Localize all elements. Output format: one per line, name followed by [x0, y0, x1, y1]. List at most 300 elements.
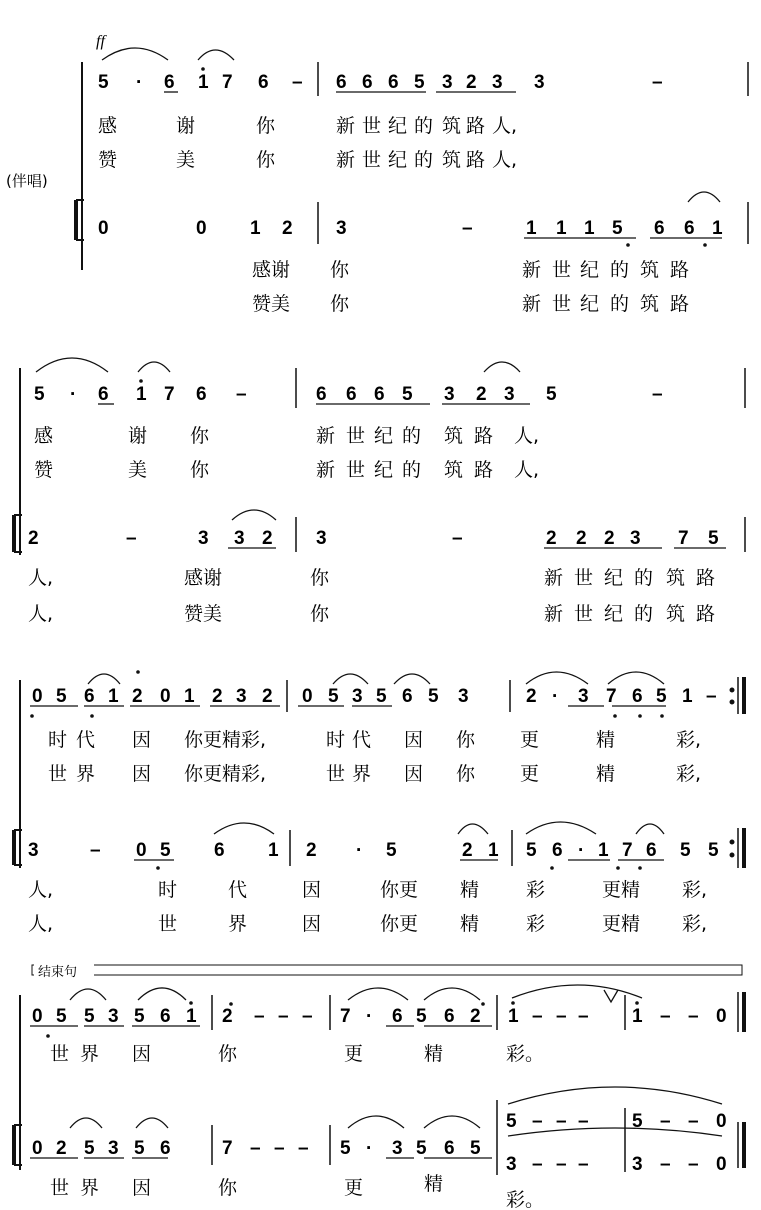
- note: –: [652, 72, 663, 93]
- note: 3: [108, 1138, 119, 1159]
- note: 2: [546, 528, 557, 549]
- note: –: [660, 1111, 671, 1132]
- note: 1: [250, 218, 261, 239]
- note: 5: [416, 1006, 427, 1027]
- lyric-syllable: 纪: [374, 459, 394, 481]
- note: 2: [282, 218, 293, 239]
- ending-label: 结束句: [38, 965, 78, 980]
- lyric-syllable: 路: [670, 293, 690, 315]
- lyric-syllable: 彩。: [506, 1043, 545, 1065]
- note: 6: [654, 218, 665, 239]
- note: 5: [526, 840, 537, 861]
- lyric-syllable: 筑: [666, 567, 686, 589]
- note: 5: [56, 1006, 67, 1027]
- note: –: [578, 1006, 589, 1027]
- note: 0: [302, 686, 313, 707]
- lyric-syllable: 筑: [640, 293, 660, 315]
- lyric-syllable: 世: [346, 425, 366, 447]
- lyric-syllable: 感谢: [184, 567, 223, 589]
- note: 5: [56, 686, 67, 707]
- note: 6: [392, 1006, 403, 1027]
- lyric-syllable: 纪: [580, 259, 600, 281]
- note: 2: [28, 528, 39, 549]
- note: 2: [306, 840, 317, 861]
- note: 0: [196, 218, 207, 239]
- note: 0: [32, 686, 43, 707]
- note: 7: [222, 72, 233, 93]
- lyric-syllable: 你: [330, 293, 350, 315]
- lyric-syllable: 世: [362, 115, 382, 137]
- note: 3: [28, 840, 39, 861]
- note: 1: [712, 218, 723, 239]
- note: 2: [262, 686, 273, 707]
- note: 2: [576, 528, 587, 549]
- lyric-syllable: 你: [456, 763, 476, 785]
- lyric-syllable: 彩: [526, 913, 546, 935]
- note: 7: [340, 1006, 351, 1027]
- lyric-syllable: 世: [50, 1177, 70, 1199]
- lyric-syllable: 更: [344, 1043, 364, 1065]
- note: 5: [680, 840, 691, 861]
- note: 5: [328, 686, 339, 707]
- lyric-syllable: 精: [424, 1173, 444, 1195]
- note: –: [254, 1006, 265, 1027]
- note: ·: [356, 840, 363, 861]
- note: 6: [336, 72, 347, 93]
- note: 1: [186, 1006, 197, 1027]
- lyric-syllable: 界: [80, 1177, 100, 1199]
- lyric-syllable: 新: [336, 115, 356, 137]
- note: 5: [84, 1006, 95, 1027]
- note: –: [706, 686, 717, 707]
- note: 5: [160, 840, 171, 861]
- lyric-syllable: 人,: [514, 425, 540, 447]
- note: 3: [578, 686, 589, 707]
- note: 3: [458, 686, 469, 707]
- note: –: [302, 1006, 313, 1027]
- note: –: [688, 1006, 699, 1027]
- note: ·: [366, 1138, 373, 1159]
- lyric-syllable: 你: [218, 1043, 238, 1065]
- note: 6: [316, 384, 327, 405]
- breath-mark: [604, 990, 618, 1002]
- lyric-syllable: 时: [158, 879, 178, 901]
- lyric-syllable: 路: [474, 425, 494, 447]
- note: 3: [506, 1154, 517, 1175]
- lyric-syllable: 筑: [444, 425, 464, 447]
- lyric-syllable: 世: [50, 1043, 70, 1065]
- note: 2: [56, 1138, 67, 1159]
- lyrics-layer: [28, 114, 715, 1210]
- lyric-syllable: 新: [544, 567, 564, 589]
- lyric-syllable: 你: [310, 603, 330, 625]
- note: 1: [198, 72, 209, 93]
- note: 0: [160, 686, 171, 707]
- lyric-syllable: 世: [362, 149, 382, 171]
- note: 2: [466, 72, 477, 93]
- note: –: [90, 840, 101, 861]
- note: 6: [552, 840, 563, 861]
- lyric-syllable: 精: [460, 879, 480, 901]
- lyric-syllable: 你: [310, 567, 330, 589]
- lyric-syllable: 彩。: [506, 1189, 545, 1210]
- lyric-syllable: 感: [34, 425, 54, 447]
- note: 3: [316, 528, 327, 549]
- note: 5: [340, 1138, 351, 1159]
- lyric-syllable: 人,: [514, 459, 540, 481]
- high-octave-dot: [511, 1001, 515, 1005]
- note: 2: [476, 384, 487, 405]
- note: 2: [222, 1006, 233, 1027]
- note: 6: [346, 384, 357, 405]
- note: –: [578, 1111, 589, 1132]
- lyric-syllable: 精: [424, 1043, 444, 1065]
- note: –: [236, 384, 247, 405]
- note: –: [298, 1138, 309, 1159]
- lyric-syllable: 的: [610, 259, 630, 281]
- note: 6: [444, 1006, 455, 1027]
- lyric-syllable: 界: [228, 913, 248, 935]
- lyric-syllable: 更: [520, 763, 540, 785]
- note: –: [532, 1006, 543, 1027]
- lyric-syllable: 更精: [602, 879, 641, 901]
- note: 5: [632, 1111, 643, 1132]
- note: 0: [716, 1111, 727, 1132]
- high-octave-dot: [635, 1001, 639, 1005]
- note: 5: [708, 840, 719, 861]
- note: 5: [402, 384, 413, 405]
- lyric-syllable: 彩,: [676, 729, 702, 751]
- lyric-syllable: 因: [132, 729, 152, 751]
- note: 5: [416, 1138, 427, 1159]
- note: 3: [352, 686, 363, 707]
- note: ·: [578, 840, 585, 861]
- lyric-syllable: 感: [98, 115, 118, 137]
- note: 2: [470, 1006, 481, 1027]
- note: 1: [488, 840, 499, 861]
- lyric-syllable: 赞美: [252, 293, 291, 315]
- note: 1: [268, 840, 279, 861]
- lyric-syllable: 的: [414, 115, 434, 137]
- note: 5: [386, 840, 397, 861]
- lyric-syllable: 你更: [380, 913, 419, 935]
- lyric-syllable: 你: [190, 425, 210, 447]
- lyric-syllable: 纪: [604, 603, 624, 625]
- note: 6: [98, 384, 109, 405]
- lyric-syllable: 赞美: [184, 603, 223, 625]
- lyric-syllable: 彩,: [682, 879, 708, 901]
- note: 5: [506, 1111, 517, 1132]
- lyric-syllable: 你更精彩,: [184, 729, 267, 751]
- lyric-syllable: 因: [302, 913, 322, 935]
- note: 5: [134, 1138, 145, 1159]
- note: 5: [612, 218, 623, 239]
- note: –: [532, 1111, 543, 1132]
- lyric-syllable: 你: [330, 259, 350, 281]
- lyric-syllable: 筑: [666, 603, 686, 625]
- lyric-syllable: 代: [228, 879, 248, 901]
- note: 6: [684, 218, 695, 239]
- note: 3: [198, 528, 209, 549]
- note: 0: [716, 1006, 727, 1027]
- note: –: [532, 1154, 543, 1175]
- lyric-syllable: 界: [352, 763, 372, 785]
- note: 3: [392, 1138, 403, 1159]
- note: 6: [160, 1138, 171, 1159]
- note: 5: [428, 686, 439, 707]
- note: 5: [98, 72, 109, 93]
- lyric-syllable: 世: [574, 567, 594, 589]
- lyric-syllable: 筑: [442, 149, 462, 171]
- note: 6: [388, 72, 399, 93]
- lyric-syllable: 因: [302, 879, 322, 901]
- note: ·: [136, 72, 143, 93]
- note: –: [660, 1006, 671, 1027]
- note: 3: [630, 528, 641, 549]
- lyric-syllable: 人,: [492, 115, 518, 137]
- note: 6: [444, 1138, 455, 1159]
- lyric-syllable: 因: [404, 763, 424, 785]
- lyric-syllable: 路: [696, 567, 716, 589]
- note: 6: [374, 384, 385, 405]
- note: 0: [32, 1138, 43, 1159]
- dynamic-marking: ff: [96, 33, 105, 50]
- lyric-syllable: 美: [128, 459, 148, 481]
- lyric-syllable: 彩,: [676, 763, 702, 785]
- note: 5: [34, 384, 45, 405]
- note: 2: [604, 528, 615, 549]
- lyric-syllable: 的: [402, 425, 422, 447]
- lyric-syllable: 路: [466, 149, 486, 171]
- lyric-syllable: 新: [522, 259, 542, 281]
- note: 6: [84, 686, 95, 707]
- lyric-syllable: 因: [132, 1043, 152, 1065]
- lyric-syllable: 更精: [602, 913, 641, 935]
- lyric-syllable: 因: [132, 763, 152, 785]
- note: 1: [598, 840, 609, 861]
- lyric-syllable: 路: [474, 459, 494, 481]
- lyric-syllable: 新: [522, 293, 542, 315]
- note: 3: [108, 1006, 119, 1027]
- lyric-syllable: 感谢: [252, 259, 291, 281]
- note: 2: [526, 686, 537, 707]
- note: 1: [108, 686, 119, 707]
- note: 5: [656, 686, 667, 707]
- note: 1: [184, 686, 195, 707]
- lyric-syllable: 筑: [442, 115, 462, 137]
- lyric-syllable: 人,: [28, 913, 54, 935]
- note: 7: [222, 1138, 233, 1159]
- high-octave-dot: [201, 67, 205, 71]
- lyric-syllable: 时: [48, 729, 68, 751]
- note: 3: [234, 528, 245, 549]
- note: 6: [362, 72, 373, 93]
- lyric-syllable: 更: [520, 729, 540, 751]
- lyric-syllable: 彩,: [682, 913, 708, 935]
- note: 5: [414, 72, 425, 93]
- note: 3: [236, 686, 247, 707]
- note: 6: [214, 840, 225, 861]
- note: 6: [646, 840, 657, 861]
- lyric-syllable: 人,: [492, 149, 518, 171]
- lyric-syllable: 的: [402, 459, 422, 481]
- lyric-syllable: 纪: [604, 567, 624, 589]
- lyric-syllable: 代: [352, 729, 372, 751]
- note: 2: [212, 686, 223, 707]
- lyric-syllable: 筑: [640, 259, 660, 281]
- note: 1: [526, 218, 537, 239]
- lyric-syllable: 人,: [28, 879, 54, 901]
- note: 6: [196, 384, 207, 405]
- lyric-syllable: 彩: [526, 879, 546, 901]
- note: 5: [470, 1138, 481, 1159]
- high-octave-dot: [189, 1001, 193, 1005]
- lyric-syllable: 因: [404, 729, 424, 751]
- note: –: [660, 1154, 671, 1175]
- note: –: [556, 1006, 567, 1027]
- note: ·: [70, 384, 77, 405]
- note: –: [652, 384, 663, 405]
- lyric-syllable: 界: [76, 763, 96, 785]
- lyric-syllable: 赞: [34, 459, 54, 481]
- lyric-syllable: 的: [634, 567, 654, 589]
- note: 6: [632, 686, 643, 707]
- lyric-syllable: 世: [346, 459, 366, 481]
- lyric-syllable: 精: [596, 763, 616, 785]
- note: –: [274, 1138, 285, 1159]
- note: 5: [546, 384, 557, 405]
- lyric-syllable: 的: [610, 293, 630, 315]
- lyric-syllable: 路: [696, 603, 716, 625]
- lyric-syllable: 美: [176, 149, 196, 171]
- lyric-syllable: 赞: [98, 149, 118, 171]
- note: 0: [32, 1006, 43, 1027]
- note: –: [688, 1154, 699, 1175]
- note: –: [250, 1138, 261, 1159]
- beams: [30, 92, 726, 1158]
- lyric-syllable: 代: [76, 729, 96, 751]
- note: 5: [708, 528, 719, 549]
- note: 6: [258, 72, 269, 93]
- note: 3: [444, 384, 455, 405]
- note: –: [126, 528, 137, 549]
- note: 3: [504, 384, 515, 405]
- note: ·: [366, 1006, 373, 1027]
- lyric-syllable: 筑: [444, 459, 464, 481]
- note: –: [556, 1154, 567, 1175]
- note: 2: [462, 840, 473, 861]
- note: 0: [716, 1154, 727, 1175]
- note: 5: [134, 1006, 145, 1027]
- note: 2: [262, 528, 273, 549]
- note: 7: [622, 840, 633, 861]
- repeat-and-final-barlines: [730, 677, 744, 1168]
- lyric-syllable: 你: [218, 1177, 238, 1199]
- lyric-syllable: 新: [544, 603, 564, 625]
- lyric-syllable: 的: [414, 149, 434, 171]
- lyric-syllable: 世: [552, 259, 572, 281]
- slurs: [36, 48, 722, 1136]
- note: 7: [164, 384, 175, 405]
- note: 1: [584, 218, 595, 239]
- note: 0: [136, 840, 147, 861]
- note: 3: [336, 218, 347, 239]
- lyric-syllable: 世: [574, 603, 594, 625]
- lyric-syllable: 时: [326, 729, 346, 751]
- lyric-syllable: 的: [634, 603, 654, 625]
- lyric-syllable: 纪: [580, 293, 600, 315]
- lyric-syllable: 纪: [388, 115, 408, 137]
- note: 3: [442, 72, 453, 93]
- high-octave-dot: [139, 379, 143, 383]
- part-label: (伴唱): [6, 172, 48, 190]
- lyric-syllable: 你更: [380, 879, 419, 901]
- lyric-syllable: 新: [316, 459, 336, 481]
- note: 6: [402, 686, 413, 707]
- note: 6: [160, 1006, 171, 1027]
- note: 1: [632, 1006, 643, 1027]
- lyric-syllable: 路: [466, 115, 486, 137]
- lyric-syllable: 你: [256, 115, 276, 137]
- lyric-syllable: 界: [80, 1043, 100, 1065]
- note: –: [556, 1111, 567, 1132]
- lyric-syllable: 纪: [374, 425, 394, 447]
- note: 7: [606, 686, 617, 707]
- note: 1: [682, 686, 693, 707]
- lyric-syllable: 世: [552, 293, 572, 315]
- note: 3: [492, 72, 503, 93]
- note: 6: [164, 72, 175, 93]
- note: –: [278, 1006, 289, 1027]
- note: 5: [84, 1138, 95, 1159]
- note: 7: [678, 528, 689, 549]
- lyric-syllable: 人,: [28, 567, 54, 589]
- note: 5: [376, 686, 387, 707]
- note: 2: [132, 686, 143, 707]
- lyric-syllable: 新: [316, 425, 336, 447]
- lyric-syllable: 你更精彩,: [184, 763, 267, 785]
- note: –: [452, 528, 463, 549]
- note: –: [462, 218, 473, 239]
- note: 3: [632, 1154, 643, 1175]
- lyric-syllable: 因: [132, 1177, 152, 1199]
- note: 3: [534, 72, 545, 93]
- lyric-syllable: 更: [344, 1177, 364, 1199]
- note: 1: [136, 384, 147, 405]
- note: –: [688, 1111, 699, 1132]
- note: 1: [556, 218, 567, 239]
- lyric-syllable: 谢: [128, 425, 148, 447]
- note: 0: [98, 218, 109, 239]
- lyric-syllable: 精: [460, 913, 480, 935]
- note: ·: [552, 686, 559, 707]
- lyric-syllable: 世: [48, 763, 68, 785]
- note: –: [578, 1154, 589, 1175]
- lyric-syllable: 新: [336, 149, 356, 171]
- ending-box: [32, 965, 742, 975]
- lyric-syllable: 你: [190, 459, 210, 481]
- note: 1: [508, 1006, 519, 1027]
- lyric-syllable: 你: [456, 729, 476, 751]
- lyric-syllable: 世: [158, 913, 178, 935]
- lyric-syllable: 世: [326, 763, 346, 785]
- lyric-syllable: 谢: [176, 115, 196, 137]
- lyric-syllable: 人,: [28, 603, 54, 625]
- lyric-syllable: 路: [670, 259, 690, 281]
- lyric-syllable: 精: [596, 729, 616, 751]
- lyric-syllable: 纪: [388, 149, 408, 171]
- note: –: [292, 72, 303, 93]
